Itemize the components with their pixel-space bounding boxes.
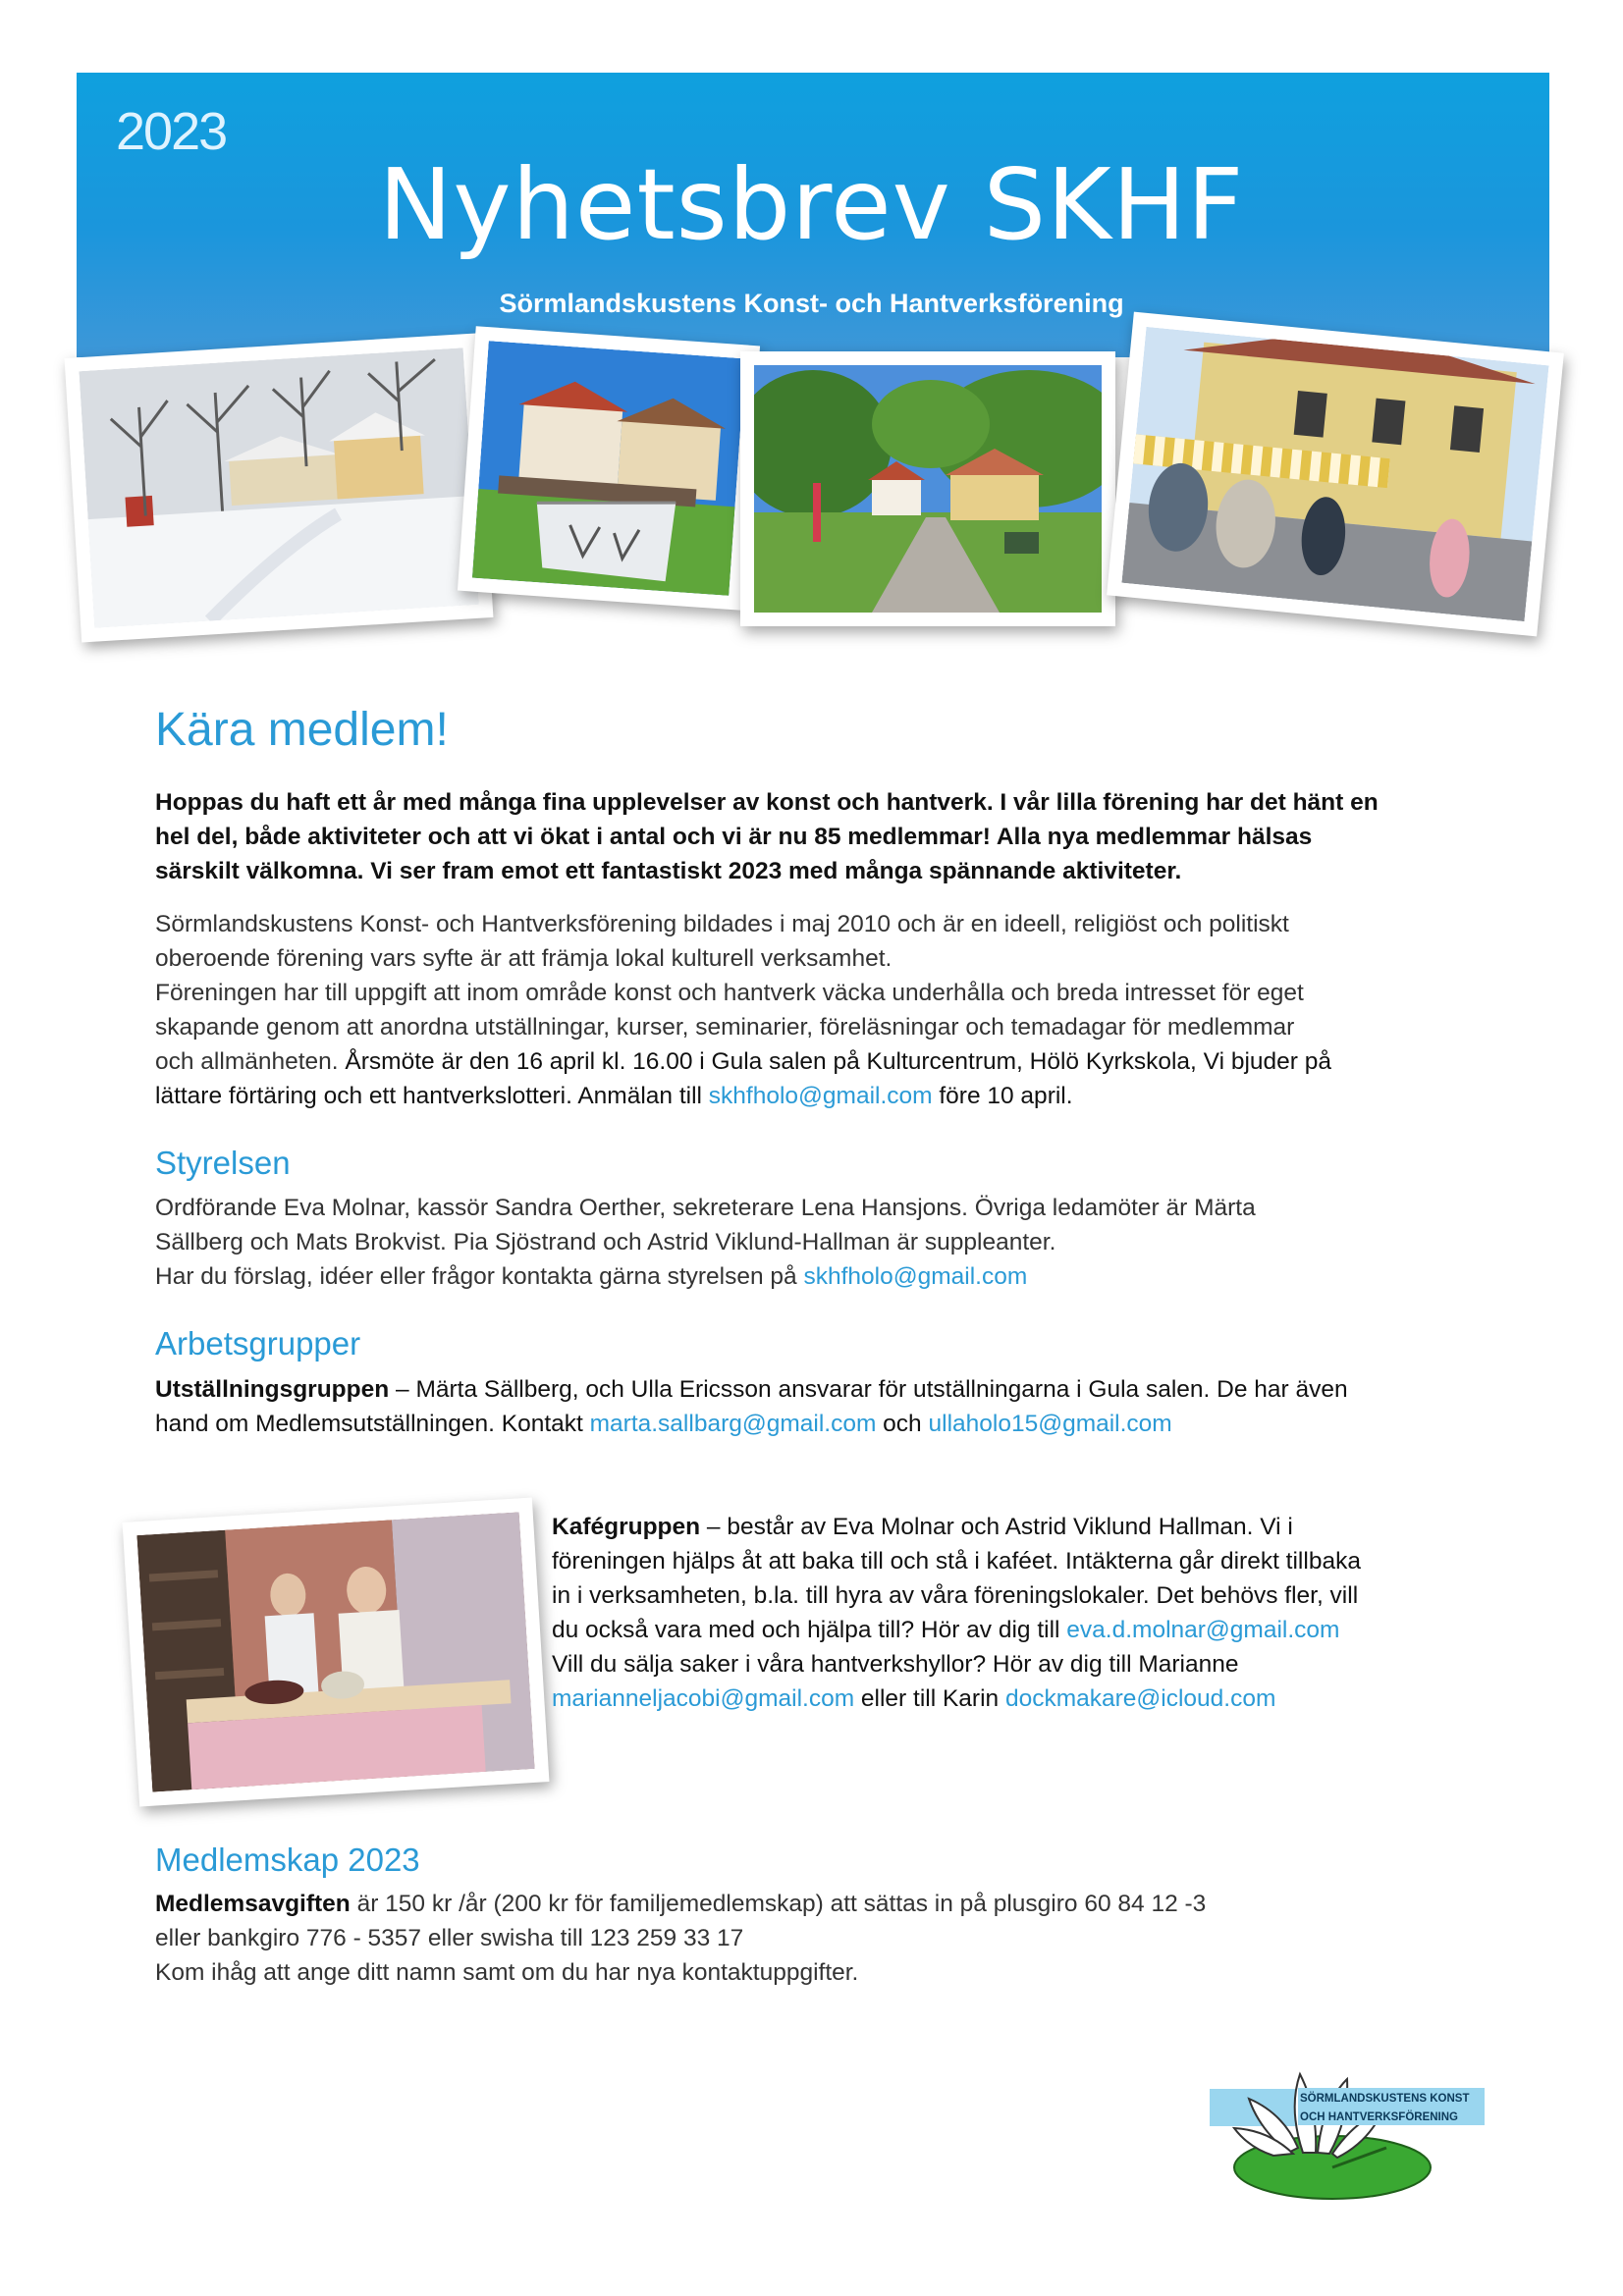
market-photo — [1107, 312, 1564, 637]
exhibit-line — [155, 1372, 1471, 1407]
membership-line — [155, 1887, 1471, 1921]
intro-paragraph — [155, 785, 1471, 888]
annual-meeting-text: Årsmöte är den 16 april kl. 16.00 i Gula salen på Kulturcentrum, Hölö Kyrkskola, Vi bjuder på — [338, 1048, 1331, 1075]
cafe-line: in i verksamheten, b.la. till hyra av våra föreningslokaler. Det behövs fler, vill — [552, 1582, 1359, 1609]
cafe-email-link-2[interactable]: marianneljacobi@gmail.com — [552, 1685, 855, 1712]
intro-line: Hoppas du haft ett år med många fina upplevelser av konst och hantverk. I vår lilla förening har det hänt en — [155, 789, 1379, 816]
exhibit-group-label: Utställningsgruppen — [155, 1376, 390, 1403]
cafe-photo — [123, 1498, 550, 1807]
exhibit-group-text: – Märta Sällberg, och Ulla Ericsson ansvarar för utställningarna i Gula salen. De har även — [389, 1376, 1348, 1403]
cafe-line — [552, 1682, 1494, 1716]
cafe-line — [552, 1613, 1494, 1647]
intro-line: särskilt välkomna. Vi ser fram emot ett fantastiskt 2023 med många spännande aktiviteter. — [155, 858, 1182, 884]
membership-paragraph — [155, 1887, 1471, 1990]
board-contact-text: Har du förslag, idéer eller frågor kontakta gärna styrelsen på — [155, 1263, 804, 1290]
board-line: Ordförande Eva Molnar, kassör Sandra Oerther, sekreterare Lena Hansjons. Övriga ledamöter är Märta — [155, 1195, 1256, 1221]
about-text: och allmänheten. — [155, 1048, 339, 1075]
cafe-volunteers-photo-icon — [136, 1512, 534, 1791]
cafe-group-text: – består av Eva Molnar och Astrid Viklund Hallman. Vi i — [700, 1514, 1293, 1540]
about-line: skapande genom att anordna utställningar, kurser, seminarier, föreläsningar och temadagar för medlemmar — [155, 1014, 1295, 1041]
fee-text: är 150 kr /år (200 kr för familjemedlemskap) att sättas in på plusgiro 60 84 12 -3 — [350, 1891, 1207, 1917]
about-line: Föreningen har till uppgift att inom område konst och hantverk väcka underhålla och breda intresset för eget — [155, 980, 1304, 1006]
winter-village-photo-icon — [79, 347, 478, 627]
exhibit-email-link-1[interactable]: marta.sallbarg@gmail.com — [589, 1411, 877, 1437]
cafe-help-text: du också vara med och hjälpa till? Hör av dig till — [552, 1617, 1067, 1643]
cafe-or-text: eller till Karin — [854, 1685, 1005, 1712]
about-line: oberoende förening vars syfte är att främja lokal kulturell verksamhet. — [155, 945, 893, 972]
association-subtitle: Sörmlandskustens Konst- och Hantverksförening — [499, 289, 1124, 318]
association-logo — [1190, 2069, 1485, 2202]
market-stalls-photo-icon — [1121, 327, 1548, 621]
winter-photo — [65, 333, 494, 642]
newsletter-year: 2023 — [116, 102, 227, 161]
exhibit-and-text: och — [876, 1411, 929, 1437]
summer-house-photo — [458, 326, 760, 611]
logo-line-1: SÖRMLANDSKUSTENS KONST — [1300, 2093, 1470, 2105]
exhibit-line — [155, 1407, 1471, 1441]
about-line — [155, 1079, 1471, 1113]
village-road-photo-icon — [754, 365, 1102, 613]
board-paragraph — [155, 1191, 1471, 1294]
board-line: Sällberg och Mats Brokvist. Pia Sjöstrand och Astrid Viklund-Hallman är suppleanter. — [155, 1229, 1056, 1255]
exhibit-email-link-2[interactable]: ullaholo15@gmail.com — [928, 1411, 1172, 1437]
cafe-group-paragraph — [552, 1510, 1494, 1716]
cafe-line — [552, 1510, 1494, 1544]
board-email-link[interactable]: skhfholo@gmail.com — [803, 1263, 1028, 1290]
membership-line: Kom ihåg att ange ditt namn samt om du har nya kontaktuppgifter. — [155, 1959, 859, 1986]
cafe-email-link-3[interactable]: dockmakare@icloud.com — [1004, 1685, 1276, 1712]
cafe-line: Vill du sälja saker i våra hantverkshyllor? Hör av dig till Marianne — [552, 1651, 1239, 1678]
about-paragraph — [155, 907, 1471, 1113]
road-photo — [740, 351, 1115, 626]
board-line — [155, 1259, 1471, 1294]
exhibit-group-paragraph — [155, 1372, 1471, 1441]
signup-deadline-text: före 10 april. — [932, 1083, 1073, 1109]
intro-line: hel del, både aktiviteter och att vi ökat i antal och vi är nu 85 medlemmar! Alla nya medlemmar hälsas — [155, 824, 1313, 850]
fee-label: Medlemsavgiften — [155, 1891, 351, 1917]
logo-line-2: OCH HANTVERKSFÖRENING — [1300, 2111, 1459, 2123]
exhibit-contact-text: hand om Medlemsutställningen. Kontakt — [155, 1411, 590, 1437]
cafe-group-label: Kafégruppen — [552, 1514, 701, 1540]
signup-text: lättare förtäring och ett hantverkslotteri. Anmälan till — [155, 1083, 709, 1109]
greeting-heading: Kära medlem! — [155, 704, 449, 756]
cafe-line: föreningen hjälps åt att baka till och stå i kaféet. Intäkterna går direkt tillbaka — [552, 1548, 1361, 1575]
about-line — [155, 1044, 1471, 1079]
groups-heading: Arbetsgrupper — [155, 1325, 361, 1362]
membership-line: eller bankgiro 776 - 5357 eller swisha till 123 259 33 17 — [155, 1925, 744, 1951]
membership-heading: Medlemskap 2023 — [155, 1842, 420, 1878]
house-banner-photo-icon — [472, 341, 745, 596]
about-line: Sörmlandskustens Konst- och Hantverksförening bildades i maj 2010 och är en ideell, religiöst och politiskt — [155, 911, 1289, 937]
newsletter-title: Nyhetsbrev SKHF — [378, 147, 1245, 262]
board-heading: Styrelsen — [155, 1145, 291, 1181]
cafe-email-link-1[interactable]: eva.d.molnar@gmail.com — [1066, 1617, 1340, 1643]
signup-email-link[interactable]: skhfholo@gmail.com — [708, 1083, 933, 1109]
